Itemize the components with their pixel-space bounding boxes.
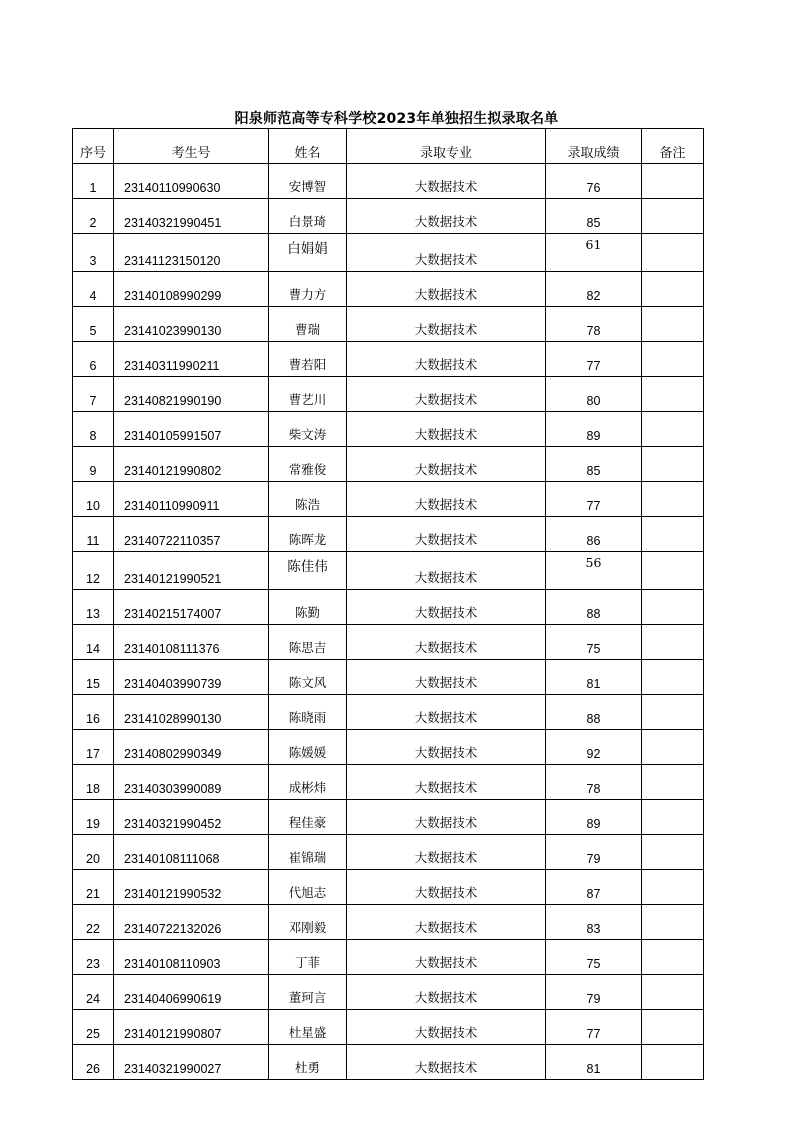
cell-candidate-id: 23140108111376 (114, 625, 269, 660)
cell-remark (642, 342, 704, 377)
cell-candidate-id: 23140108110903 (114, 940, 269, 975)
cell-remark (642, 552, 704, 590)
cell-score: 88 (546, 590, 642, 625)
cell-no: 6 (73, 342, 114, 377)
cell-name: 常雅俊 (269, 447, 347, 482)
table-row (73, 342, 704, 377)
table-row (73, 234, 704, 272)
cell-no: 17 (73, 730, 114, 765)
cell-remark (642, 975, 704, 1010)
cell-score: 76 (546, 164, 642, 199)
cell-no: 4 (73, 272, 114, 307)
cell-no: 8 (73, 412, 114, 447)
cell-major: 大数据技术 (347, 377, 546, 412)
cell-score: 79 (546, 835, 642, 870)
cell-remark (642, 164, 704, 199)
cell-remark (642, 870, 704, 905)
cell-major: 大数据技术 (347, 447, 546, 482)
table-row (73, 447, 704, 482)
table-row (73, 660, 704, 695)
cell-no: 9 (73, 447, 114, 482)
cell-no: 15 (73, 660, 114, 695)
admission-table (72, 128, 704, 1080)
cell-major: 大数据技术 (347, 940, 546, 975)
cell-candidate-id: 23140403990739 (114, 660, 269, 695)
cell-name: 白景琦 (269, 199, 347, 234)
table-row (73, 835, 704, 870)
cell-score: 85 (546, 199, 642, 234)
cell-name: 曹若阳 (269, 342, 347, 377)
table-row (73, 482, 704, 517)
cell-score: 75 (546, 940, 642, 975)
cell-score: 85 (546, 447, 642, 482)
cell-major: 大数据技术 (347, 234, 546, 272)
cell-candidate-id: 23140722110357 (114, 517, 269, 552)
cell-major: 大数据技术 (347, 482, 546, 517)
cell-name: 丁菲 (269, 940, 347, 975)
cell-remark (642, 234, 704, 272)
table-row (73, 199, 704, 234)
cell-name: 杜星盛 (269, 1010, 347, 1045)
cell-no: 20 (73, 835, 114, 870)
cell-remark (642, 660, 704, 695)
cell-candidate-id: 23140105991507 (114, 412, 269, 447)
table-row (73, 377, 704, 412)
cell-no: 1 (73, 164, 114, 199)
cell-score: 61 (546, 234, 642, 272)
cell-no: 10 (73, 482, 114, 517)
table-row (73, 765, 704, 800)
table-row (73, 730, 704, 765)
table-row (73, 164, 704, 199)
cell-score: 78 (546, 765, 642, 800)
cell-candidate-id: 23140321990027 (114, 1045, 269, 1080)
cell-name: 成彬炜 (269, 765, 347, 800)
cell-no: 14 (73, 625, 114, 660)
cell-no: 19 (73, 800, 114, 835)
cell-major: 大数据技术 (347, 695, 546, 730)
cell-no: 13 (73, 590, 114, 625)
cell-name: 曹力方 (269, 272, 347, 307)
cell-remark (642, 517, 704, 552)
cell-name: 陈晖龙 (269, 517, 347, 552)
cell-candidate-id: 23140406990619 (114, 975, 269, 1010)
cell-name: 陈媛媛 (269, 730, 347, 765)
cell-no: 16 (73, 695, 114, 730)
cell-major: 大数据技术 (347, 625, 546, 660)
cell-candidate-id: 23140121990807 (114, 1010, 269, 1045)
cell-no: 7 (73, 377, 114, 412)
cell-major: 大数据技术 (347, 905, 546, 940)
cell-candidate-id: 23140802990349 (114, 730, 269, 765)
cell-remark (642, 765, 704, 800)
cell-candidate-id: 23140110990911 (114, 482, 269, 517)
cell-remark (642, 800, 704, 835)
cell-candidate-id: 23141023990130 (114, 307, 269, 342)
cell-score: 81 (546, 660, 642, 695)
cell-score: 81 (546, 1045, 642, 1080)
cell-name: 白娟娟 (269, 234, 347, 272)
cell-major: 大数据技术 (347, 660, 546, 695)
cell-score: 89 (546, 800, 642, 835)
header-no: 序号 (73, 129, 114, 164)
table-row (73, 1010, 704, 1045)
cell-name: 陈佳伟 (269, 552, 347, 590)
cell-name: 柴文涛 (269, 412, 347, 447)
table-row (73, 870, 704, 905)
cell-no: 26 (73, 1045, 114, 1080)
table-row (73, 695, 704, 730)
table-row (73, 1045, 704, 1080)
cell-candidate-id: 23140110990630 (114, 164, 269, 199)
cell-candidate-id: 23141028990130 (114, 695, 269, 730)
table-row (73, 307, 704, 342)
cell-score: 75 (546, 625, 642, 660)
header-candidate-id: 考生号 (114, 129, 269, 164)
header-remark: 备注 (642, 129, 704, 164)
table-row (73, 272, 704, 307)
header-score: 录取成绩 (546, 129, 642, 164)
cell-score: 56 (546, 552, 642, 590)
cell-candidate-id: 23140121990532 (114, 870, 269, 905)
cell-name: 曹瑞 (269, 307, 347, 342)
cell-no: 12 (73, 552, 114, 590)
table-row (73, 552, 704, 590)
cell-remark (642, 1010, 704, 1045)
cell-remark (642, 482, 704, 517)
cell-candidate-id: 23140722132026 (114, 905, 269, 940)
cell-major: 大数据技术 (347, 590, 546, 625)
cell-no: 3 (73, 234, 114, 272)
cell-major: 大数据技术 (347, 272, 546, 307)
cell-remark (642, 730, 704, 765)
cell-major: 大数据技术 (347, 730, 546, 765)
cell-major: 大数据技术 (347, 870, 546, 905)
cell-name: 崔锦瑞 (269, 835, 347, 870)
cell-remark (642, 905, 704, 940)
cell-no: 22 (73, 905, 114, 940)
cell-major: 大数据技术 (347, 307, 546, 342)
cell-score: 92 (546, 730, 642, 765)
cell-name: 曹艺川 (269, 377, 347, 412)
cell-score: 83 (546, 905, 642, 940)
cell-candidate-id: 23140121990521 (114, 552, 269, 590)
cell-score: 77 (546, 342, 642, 377)
cell-name: 杜勇 (269, 1045, 347, 1080)
cell-major: 大数据技术 (347, 800, 546, 835)
table-row (73, 625, 704, 660)
cell-candidate-id: 23140311990211 (114, 342, 269, 377)
cell-remark (642, 447, 704, 482)
cell-candidate-id: 23140108990299 (114, 272, 269, 307)
cell-major: 大数据技术 (347, 199, 546, 234)
cell-no: 25 (73, 1010, 114, 1045)
table-row (73, 905, 704, 940)
cell-major: 大数据技术 (347, 164, 546, 199)
cell-remark (642, 695, 704, 730)
cell-score: 89 (546, 412, 642, 447)
cell-name: 代旭志 (269, 870, 347, 905)
table-row (73, 940, 704, 975)
cell-score: 78 (546, 307, 642, 342)
cell-no: 23 (73, 940, 114, 975)
table-row (73, 975, 704, 1010)
cell-major: 大数据技术 (347, 342, 546, 377)
cell-no: 24 (73, 975, 114, 1010)
cell-name: 陈浩 (269, 482, 347, 517)
cell-score: 88 (546, 695, 642, 730)
table-row (73, 517, 704, 552)
cell-no: 5 (73, 307, 114, 342)
cell-score: 87 (546, 870, 642, 905)
cell-score: 77 (546, 1010, 642, 1045)
cell-candidate-id: 23140821990190 (114, 377, 269, 412)
cell-remark (642, 412, 704, 447)
table-row (73, 800, 704, 835)
cell-candidate-id: 23140303990089 (114, 765, 269, 800)
cell-major: 大数据技术 (347, 765, 546, 800)
table-row (73, 412, 704, 447)
cell-major: 大数据技术 (347, 835, 546, 870)
cell-name: 程佳豪 (269, 800, 347, 835)
cell-remark (642, 590, 704, 625)
cell-candidate-id: 23140121990802 (114, 447, 269, 482)
cell-candidate-id: 23140215174007 (114, 590, 269, 625)
cell-major: 大数据技术 (347, 552, 546, 590)
cell-name: 邓刚毅 (269, 905, 347, 940)
cell-major: 大数据技术 (347, 1010, 546, 1045)
cell-remark (642, 835, 704, 870)
table-row (73, 590, 704, 625)
cell-remark (642, 1045, 704, 1080)
cell-major: 大数据技术 (347, 412, 546, 447)
cell-name: 安博智 (269, 164, 347, 199)
cell-name: 陈晓雨 (269, 695, 347, 730)
document-title: 阳泉师范高等专科学校2023年单独招生拟录取名单 (234, 111, 559, 127)
cell-candidate-id: 23141123150120 (114, 234, 269, 272)
cell-score: 80 (546, 377, 642, 412)
table-header-row (73, 129, 704, 164)
cell-name: 陈文风 (269, 660, 347, 695)
cell-candidate-id: 23140108111068 (114, 835, 269, 870)
cell-no: 21 (73, 870, 114, 905)
cell-score: 86 (546, 517, 642, 552)
cell-major: 大数据技术 (347, 975, 546, 1010)
cell-no: 2 (73, 199, 114, 234)
cell-no: 11 (73, 517, 114, 552)
cell-major: 大数据技术 (347, 1045, 546, 1080)
cell-remark (642, 307, 704, 342)
cell-remark (642, 199, 704, 234)
cell-remark (642, 940, 704, 975)
cell-remark (642, 625, 704, 660)
cell-score: 79 (546, 975, 642, 1010)
cell-name: 陈勤 (269, 590, 347, 625)
header-name: 姓名 (269, 129, 347, 164)
cell-name: 陈思吉 (269, 625, 347, 660)
cell-major: 大数据技术 (347, 517, 546, 552)
cell-no: 18 (73, 765, 114, 800)
cell-candidate-id: 23140321990452 (114, 800, 269, 835)
header-major: 录取专业 (347, 129, 546, 164)
cell-remark (642, 377, 704, 412)
cell-name: 董珂言 (269, 975, 347, 1010)
cell-score: 77 (546, 482, 642, 517)
cell-candidate-id: 23140321990451 (114, 199, 269, 234)
cell-remark (642, 272, 704, 307)
cell-score: 82 (546, 272, 642, 307)
